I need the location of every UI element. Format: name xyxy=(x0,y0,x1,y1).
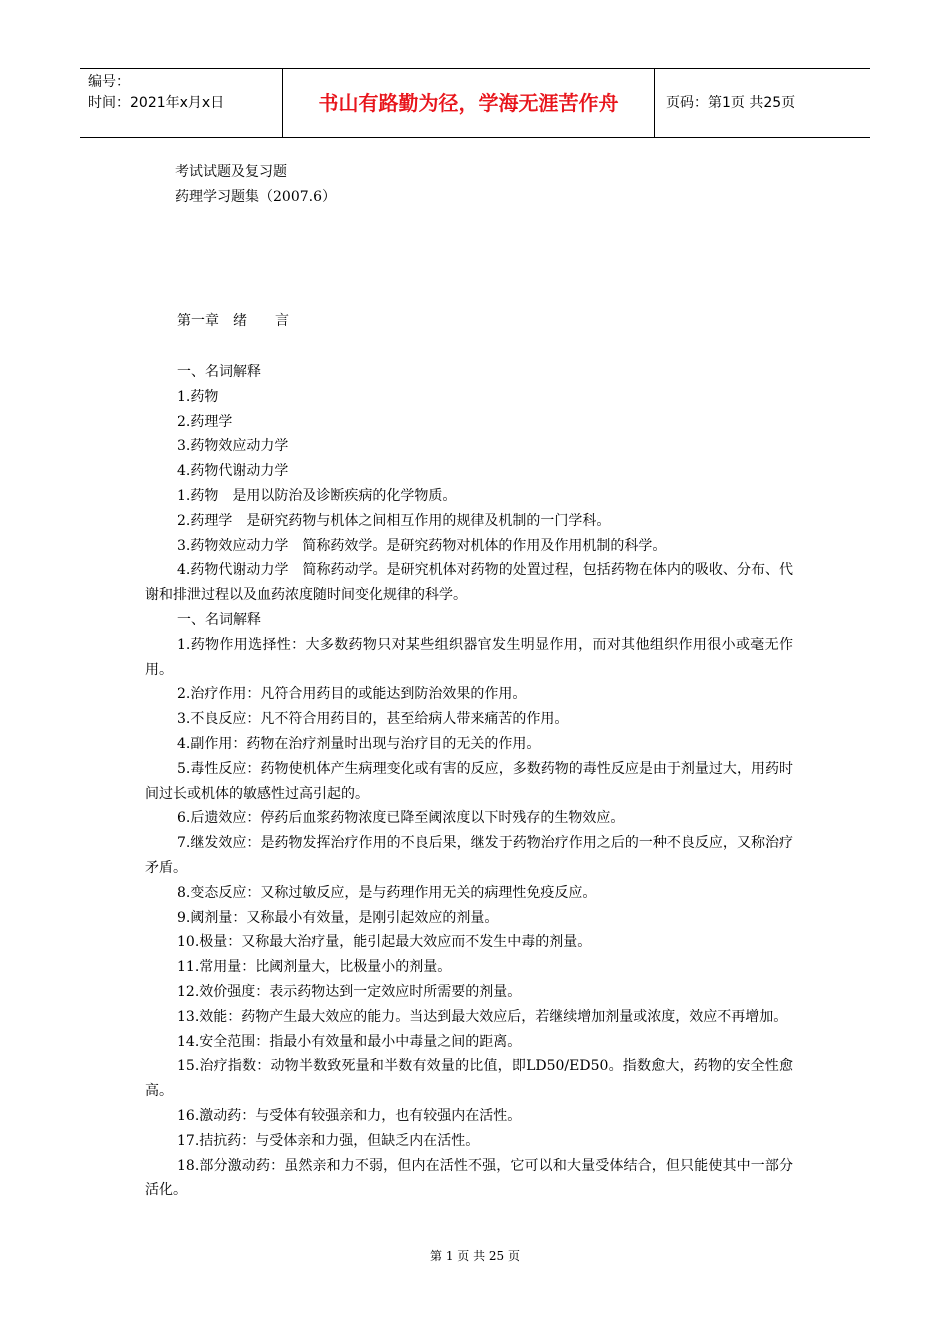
definition-paragraph: 1.药物 是用以防治及诊断疾病的化学物质。 xyxy=(177,487,457,504)
term-item: 2.药理学 xyxy=(177,413,233,430)
definition-paragraph: 11.常用量：比阈剂量大，比极量小的剂量。 xyxy=(177,959,452,976)
term-item: 3.药物效应动力学 xyxy=(177,438,289,455)
definition-paragraph: 2.药理学 是研究药物与机体之间相互作用的规律及机制的一门学科。 xyxy=(177,512,611,529)
page-header xyxy=(80,68,870,138)
header-page-info: 页码：第1页 共25页 xyxy=(666,95,796,111)
document-body xyxy=(145,360,793,1203)
definition-paragraph: 14.安全范围：指最小有效量和最小中毒量之间的距离。 xyxy=(177,1033,522,1050)
definition-paragraph: 5.毒性反应：药物使机体产生病理变化或有害的反应，多数药物的毒性反应是由于剂量过大，用药时间过长或机体的敏感性过高引起的。 xyxy=(145,760,793,802)
definition-paragraph: 6.后遗效应：停药后血浆药物浓度已降至阈浓度以下时残存的生物效应。 xyxy=(177,810,625,827)
definition-paragraph: 4.药物代谢动力学 简称药动学。是研究机体对药物的处置过程，包括药物在体内的吸收、分布、代谢和排泄过程以及血药浓度随时间变化规律的科学。 xyxy=(145,562,793,604)
definition-paragraph: 3.不良反应：凡不符合用药目的，甚至给病人带来痛苦的作用。 xyxy=(177,711,569,728)
definition-paragraph: 12.效价强度：表示药物达到一定效应时所需要的剂量。 xyxy=(177,983,522,1000)
chapter-heading: 第一章 绪 言 xyxy=(177,313,289,329)
header-motto: 书山有路勤为径，学海无涯苦作舟 xyxy=(318,91,619,115)
header-time-label: 时间：2021年x月x日 xyxy=(88,95,225,111)
doc-subtitle: 药理学习题集（2007.6） xyxy=(175,189,336,205)
header-code-label: 编号： xyxy=(88,74,130,90)
definition-paragraph: 18.部分激动药：虽然亲和力不弱，但内在活性不强，它可以和大量受体结合，但只能使其中一部分活化。 xyxy=(145,1157,793,1199)
term-item: 1.药物 xyxy=(177,388,219,405)
definition-paragraph: 2.治疗作用：凡符合用药目的或能达到防治效果的作用。 xyxy=(177,686,527,703)
definition-paragraph: 8.变态反应：又称过敏反应，是与药理作用无关的病理性免疫反应。 xyxy=(177,884,597,901)
definition-paragraph: 16.激动药：与受体有较强亲和力，也有较强内在活性。 xyxy=(177,1107,522,1124)
header-divider-right xyxy=(654,69,655,137)
section-heading: 一、名词解释 xyxy=(177,611,261,628)
definition-paragraph: 4.副作用：药物在治疗剂量时出现与治疗目的无关的作用。 xyxy=(177,735,541,752)
definition-paragraph: 7.继发效应：是药物发挥治疗作用的不良后果，继发于药物治疗作用之后的一种不良反应，又称治疗矛盾。 xyxy=(145,835,793,876)
definition-paragraph: 1.药物作用选择性：大多数药物只对某些组织器官发生明显作用，而对其他组织作用很小或毫无作用。 xyxy=(145,636,793,678)
doc-title: 考试试题及复习题 xyxy=(175,164,287,180)
header-meta xyxy=(88,72,224,114)
definition-paragraph: 3.药物效应动力学 简称药效学。是研究药物对机体的作用及作用机制的科学。 xyxy=(177,537,667,554)
definition-paragraph: 10.极量：又称最大治疗量，能引起最大效应而不发生中毒的剂量。 xyxy=(177,934,592,951)
definition-paragraph: 17.拮抗药：与受体亲和力强，但缺乏内在活性。 xyxy=(177,1132,480,1149)
term-item: 4.药物代谢动力学 xyxy=(177,463,289,480)
section-heading: 一、名词解释 xyxy=(177,364,261,380)
definition-paragraph: 15.治疗指数：动物半数致死量和半数有效量的比值，即LD50/ED50。指数愈大，药物的安全性愈高。 xyxy=(145,1058,793,1100)
definition-paragraph: 13.效能：药物产生最大效应的能力。当达到最大效应后，若继续增加剂量或浓度，效应不再增加。 xyxy=(177,1008,788,1025)
page-footer: 第 1 页 共 25 页 xyxy=(430,1249,520,1263)
definition-paragraph: 9.阈剂量：又称最小有效量，是刚引起效应的剂量。 xyxy=(177,909,499,926)
